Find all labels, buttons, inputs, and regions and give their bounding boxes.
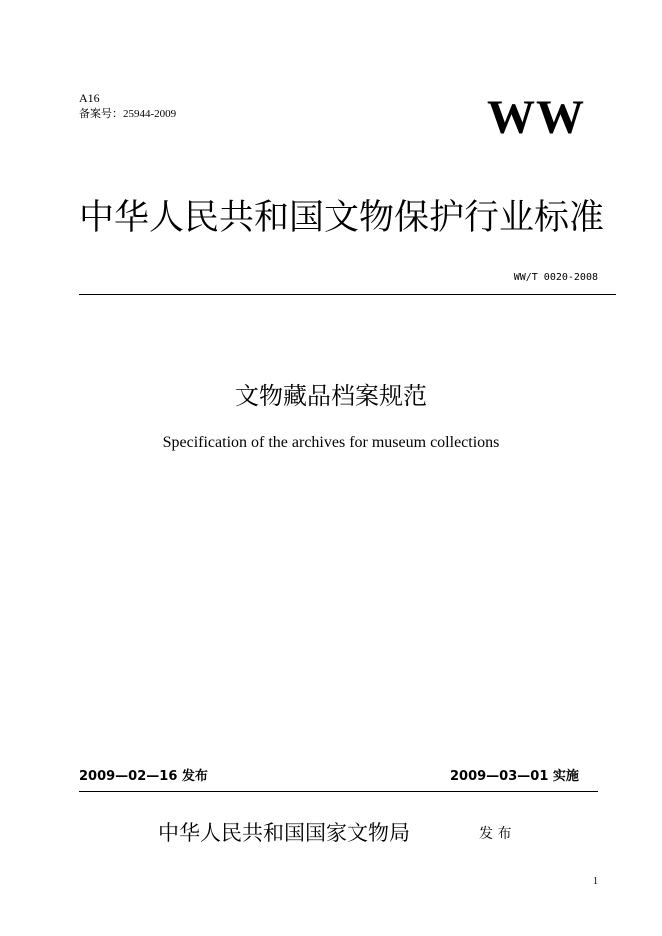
document-title-en: Specification of the archives for museum collections <box>162 434 500 451</box>
page-number: 1 <box>593 876 598 887</box>
document-title-cn: 文物藏品档案规范 <box>235 382 427 410</box>
classification-code: A16 <box>79 91 100 105</box>
record-number: 备案号：25944-2009 <box>79 108 177 120</box>
divider-bottom <box>79 791 598 792</box>
issue-date: 2009—02—16 发布 <box>79 769 208 784</box>
publisher: 中华人民共和国国家文物局 <box>158 821 410 845</box>
divider-top <box>79 294 616 295</box>
main-title: 中华人民共和国文物保护行业标准 <box>79 198 605 238</box>
publish-label: 发 布 <box>479 826 512 842</box>
standard-code: WW/T 0020-2008 <box>513 272 598 283</box>
implementation-date: 2009—03—01 实施 <box>450 769 579 784</box>
ww-logo: WW <box>487 91 585 144</box>
